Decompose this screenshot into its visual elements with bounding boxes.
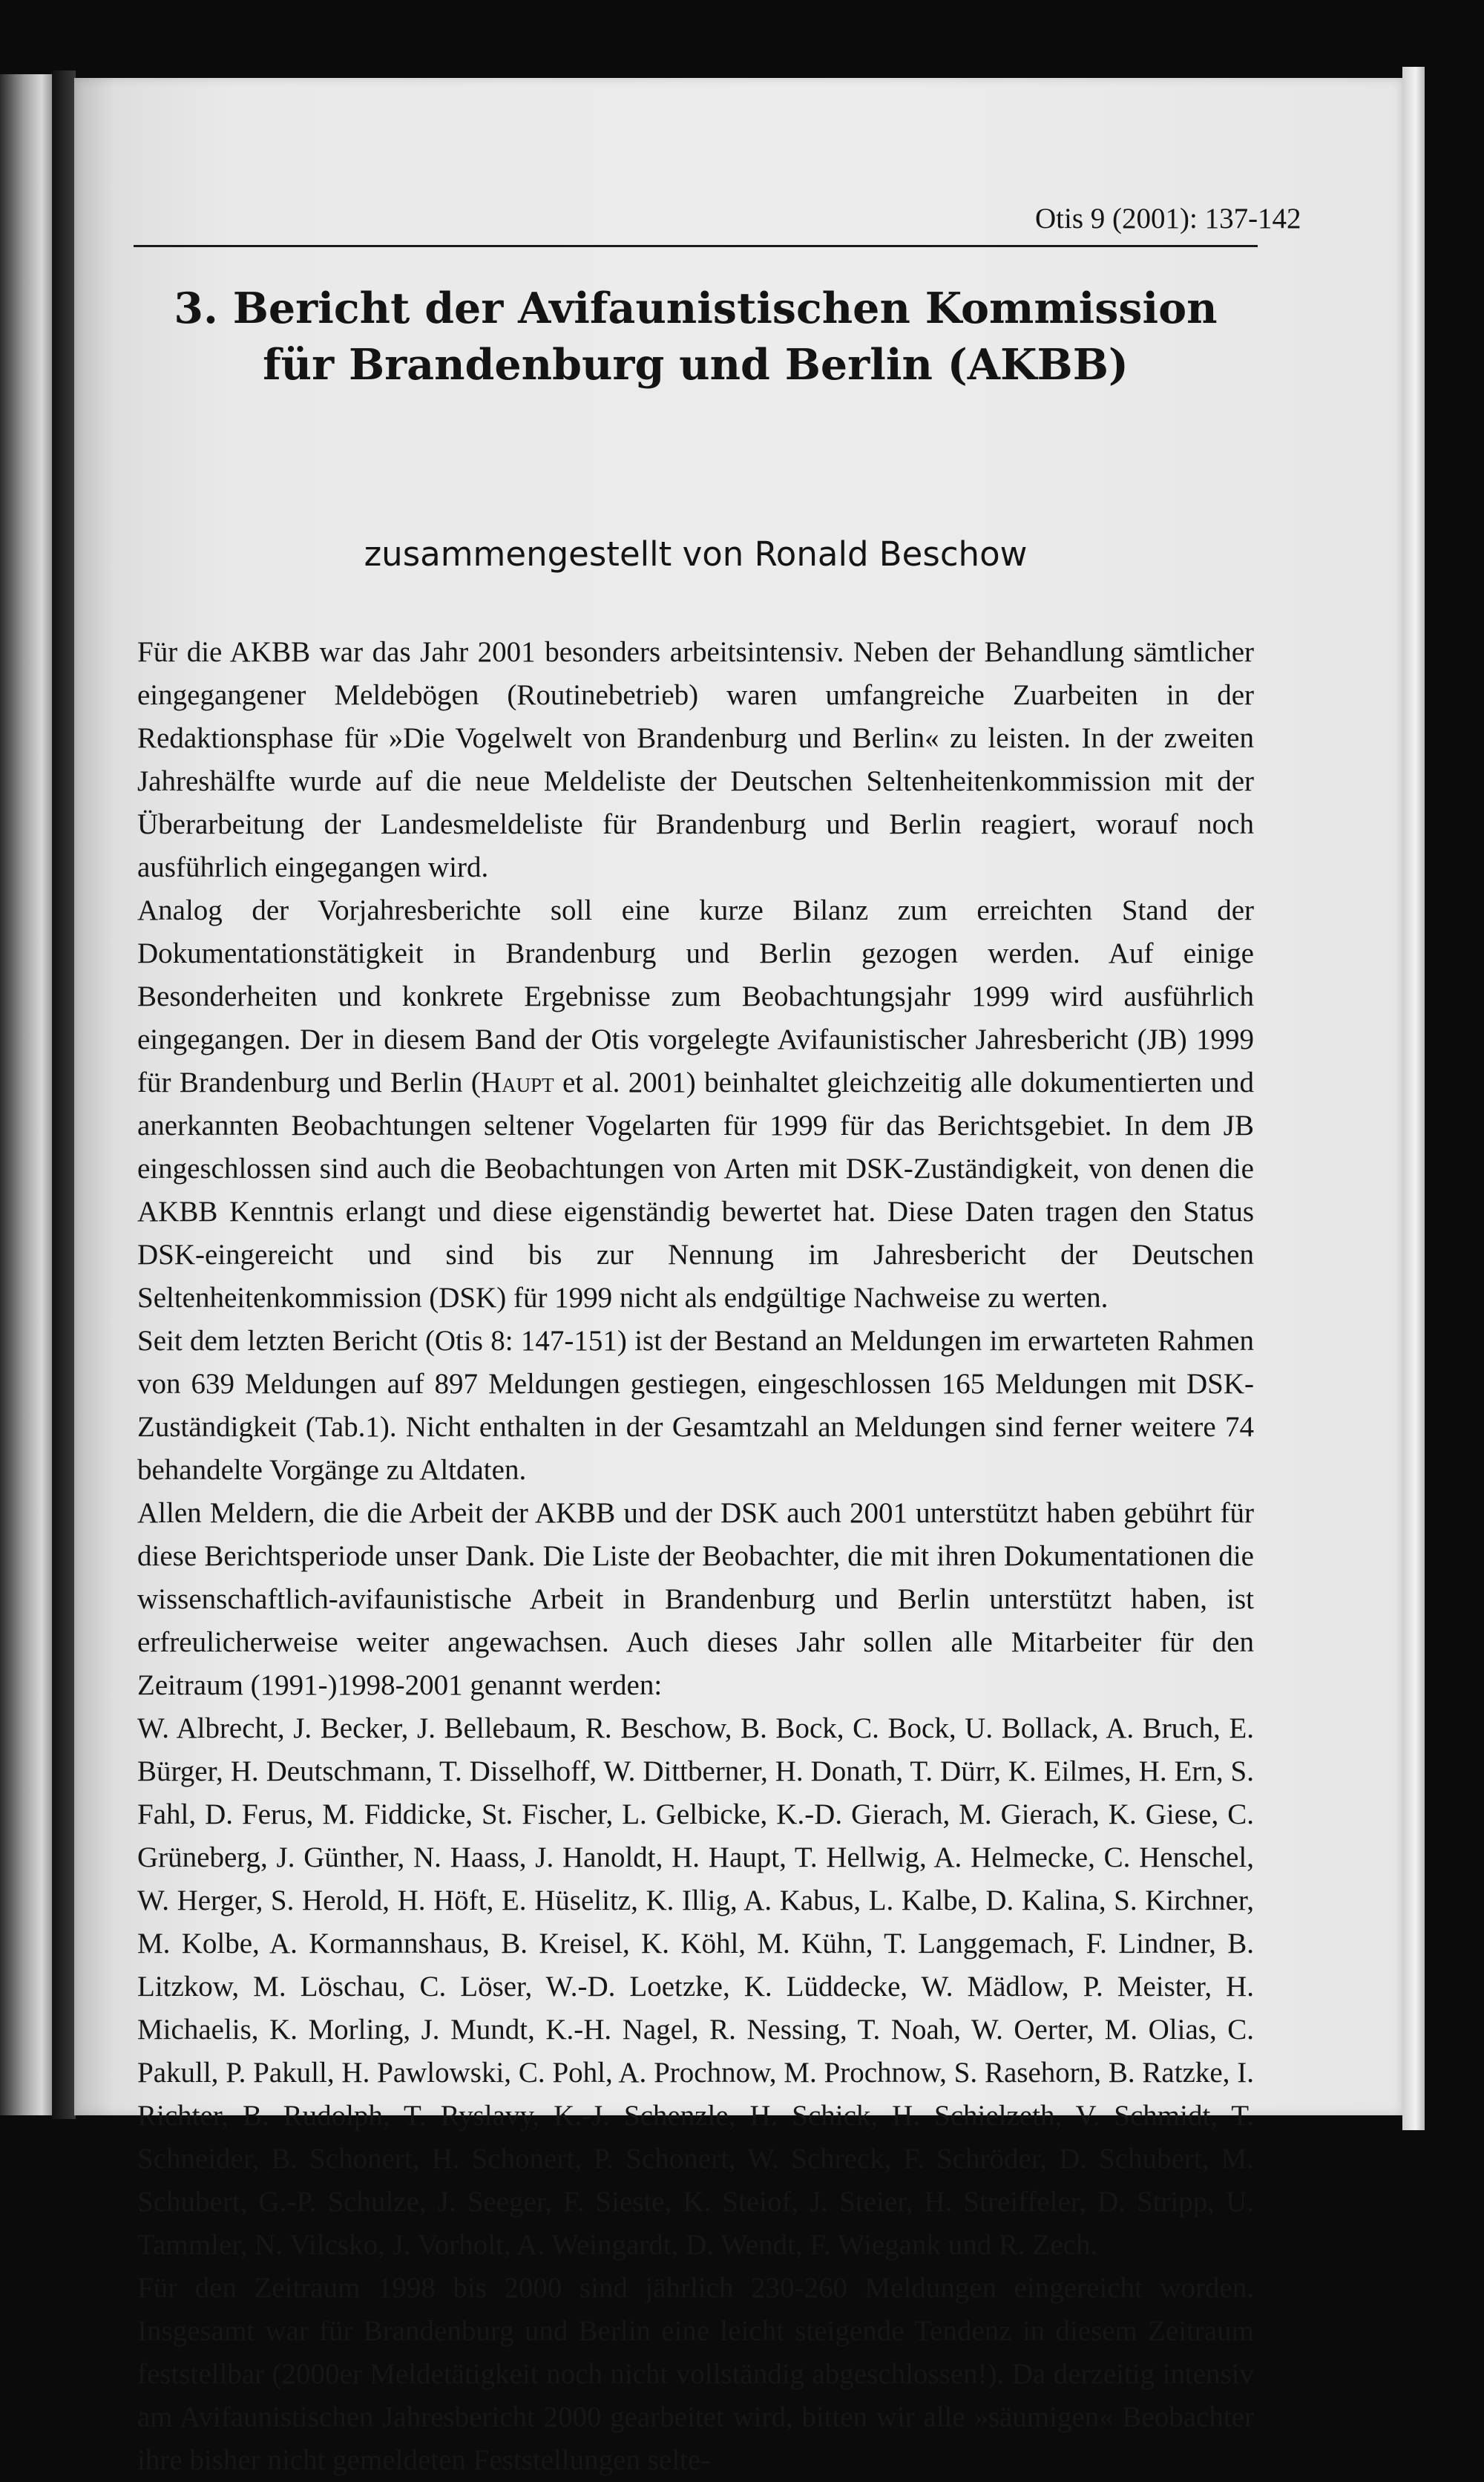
facing-page-edge (0, 74, 52, 2115)
paragraph-4: Allen Meldern, die die Arbeit der AKBB und der DSK auch 2001 unterstützt haben gebührt für diese Berichtsperiode unser Dank. Die Liste der Beobachter, die mit ihren Dokumentationen die wissenschaftlich-avifaunistische Arbeit in Brandenburg und Berlin unterstützt haben, ist erfreulicherweise weiter angewachsen. Auch dieses Jahr sollen alle Mitarbeiter für den Zeitraum (1991-)1998-2001 genannt werden: (137, 1497, 1254, 1701)
paragraph-6: Für den Zeitraum 1998 bis 2000 sind jährlich 230-260 Meldungen eingereicht worden. Insgesamt war für Brandenburg und Berlin eine leicht steigende Tendenz in diesem Zeitraum feststellbar (2000er Meldetätigkeit noch nicht vollständig abgeschlossen!). Da derzeitig intensiv am Avifaunistischen Jahresbericht 2000 gearbeitet wird, bitten wir alle »säumigen« Beobachter ihre bisher nicht gemeldeten Feststellungen selte- (137, 2272, 1254, 2476)
article-title (134, 281, 1258, 393)
article-body (137, 631, 1254, 2482)
journal-citation: Otis 9 (2001): 137-142 (1035, 203, 1301, 235)
title-line-1: 3. Bericht der Avifaunistischen Kommission (174, 284, 1218, 333)
paragraph-2 (137, 889, 1254, 1320)
book-gutter-shadow (52, 71, 76, 2119)
page-stack-edge (1402, 67, 1425, 2130)
header-rule (134, 245, 1258, 247)
cited-author-name: Haupt (480, 1067, 554, 1098)
paragraph-2-text-a: Analog der Vorjahresberichte soll eine kurze Bilanz zum erreichten Stand der Dokumentationstätigkeit in Brandenburg und Berlin gezogen werden. Auf einige Besonderheiten und konkrete Ergebnisse zum Beobachtungsjahr 1999 wird ausführlich eingegangen. Der in diesem Band der Otis vorgelegte Avifaunistischer Jahresbericht (JB) 1999 für Brandenburg und Berlin ( (137, 894, 1254, 1098)
paragraph-2-text-b: et al. 2001) beinhaltet gleichzeitig alle dokumentierten und anerkannten Beobachtungen seltener Vogelarten für 1999 für das Berichtsgebiet. In dem JB eingeschlossen sind auch die Beobachtungen von Arten mit DSK-Zuständigkeit, von denen die AKBB Kenntnis erlangt und diese eigenständig bewertet hat. Diese Daten tragen den Status DSK-eingereicht und sind bis zur Nennung im Jahresbericht der Deutschen Seltenheitenkommission (DSK) für 1999 nicht als endgültige Nachweise zu werten. (137, 1067, 1254, 1314)
author-line: zusammengestellt von Ronald Beschow (364, 534, 1028, 574)
paragraph-1: Für die AKBB war das Jahr 2001 besonders arbeitsintensiv. Neben der Behandlung sämtlicher eingegangener Meldebögen (Routinebetrieb) waren umfangreiche Zuarbeiten in der Redaktionsphase für »Die Vogelwelt von Brandenburg und Berlin« zu leisten. In der zweiten Jahreshälfte wurde auf die neue Meldeliste der Deutschen Seltenheitenkommission mit der Überarbeitung der Landesmeldeliste für Brandenburg und Berlin reagiert, worauf noch ausführlich eingegangen wird. (137, 636, 1254, 883)
paragraph-3: Seit dem letzten Bericht (Otis 8: 147-151) ist der Bestand an Meldungen im erwarteten Rahmen von 639 Meldungen auf 897 Meldungen gestiegen, eingeschlossen 165 Meldungen mit DSK-Zuständigkeit (Tab.1). Nicht enthalten in der Gesamtzahl an Meldungen sind ferner weitere 74 behandelte Vorgänge zu Altdaten. (137, 1325, 1254, 1486)
title-line-2: für Brandenburg und Berlin (AKBB) (263, 340, 1129, 390)
observer-list: W. Albrecht, J. Becker, J. Bellebaum, R. Beschow, B. Bock, C. Bock, U. Bollack, A. Bruch, E. Bürger, H. Deutschmann, T. Disselhoff, W. Dittberner, H. Donath, T. Dürr, K. Eilmes, H. Ern, S. Fahl, D. Ferus, M. Fiddicke, St. Fischer, L. Gelbicke, K.-D. Gierach, M. Gierach, K. Giese, C. Grüneberg, J. Günther, N. Haass, J. Hanoldt, H. Haupt, T. Hellwig, A. Helmecke, C. Henschel, W. Herger, S. Herold, H. Höft, E. Hüselitz, K. Illig, A. Kabus, L. Kalbe, D. Kalina, S. Kirchner, M. Kolbe, A. Kormannshaus, B. Kreisel, K. Köhl, M. Kühn, T. Langgemach, F. Lindner, B. Litzkow, M. Löschau, C. Löser, W.-D. Loetzke, K. Lüddecke, W. Mädlow, P. Meister, H. Michaelis, K. Morling, J. Mundt, K.-H. Nagel, R. Nessing, T. Noah, W. Oerter, M. Olias, C. Pakull, P. Pakull, H. Pawlowski, C. Pohl, A. Prochnow, M. Prochnow, S. Rasehorn, B. Ratzke, I. Richter, B. Rudolph, T. Ryslavy, K.-J. Schenzle, H. Schick, H. Schielzeth, V. Schmidt, T. Schneider, B. Schonert, H. Schonert, P. Schonert, W. Schreck, F. Schröder, D. Schubert, M. Schubert, G.-P. Schulze, J. Seeger, F. Sieste, K. Steiof, J. Steier, H. Streiffeler, D. Stripp, U. Tammler, N. Vilcsko, J. Vorholt, A. Weingardt, D. Wendt, F. Wiegank und R. Zech. (137, 1712, 1254, 2261)
